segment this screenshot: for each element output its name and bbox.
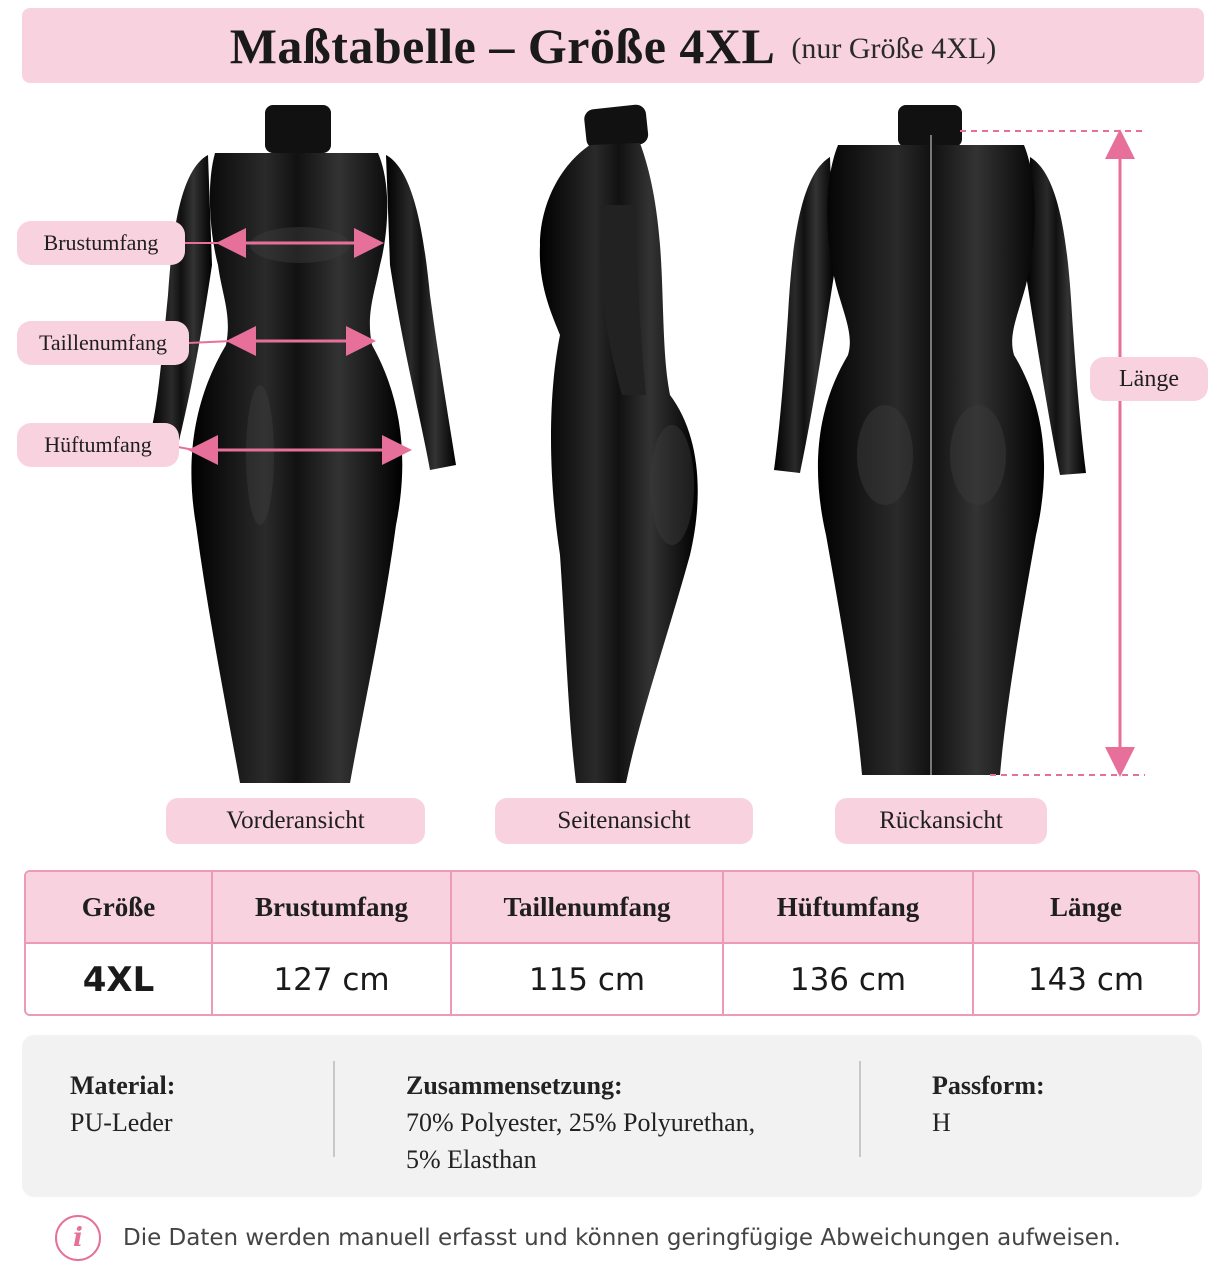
header-hip: Hüftumfang bbox=[723, 872, 973, 943]
fit-value: H bbox=[932, 1108, 951, 1137]
side-view-label: Seitenansicht bbox=[495, 798, 753, 844]
fit-heading: Passform: bbox=[932, 1071, 1045, 1100]
disclaimer-text: Die Daten werden manuell erfasst und können geringfügige Abweichungen aufweisen. bbox=[123, 1225, 1121, 1251]
cell-bust: 127 cm bbox=[212, 943, 451, 1016]
fit-section bbox=[932, 1067, 1045, 1141]
product-info-box bbox=[22, 1035, 1202, 1197]
table-row bbox=[26, 943, 1198, 1016]
header-waist: Taillenumfang bbox=[451, 872, 723, 943]
cell-size: 4XL bbox=[26, 943, 212, 1016]
cell-hip: 136 cm bbox=[723, 943, 973, 1016]
composition-section bbox=[406, 1067, 755, 1178]
back-view-dress bbox=[774, 105, 1145, 775]
page-title: Maßtabelle – Größe 4XL bbox=[229, 17, 776, 74]
table-header-row bbox=[26, 872, 1198, 943]
disclaimer-note bbox=[55, 1215, 1121, 1261]
size-table bbox=[24, 870, 1200, 1016]
composition-line-2: 5% Elasthan bbox=[406, 1145, 537, 1174]
length-label: Länge bbox=[1090, 357, 1208, 401]
side-view-dress bbox=[540, 104, 698, 783]
divider bbox=[859, 1061, 861, 1157]
dress-illustration bbox=[0, 95, 1225, 795]
front-view-label: Vorderansicht bbox=[166, 798, 425, 844]
header-size: Größe bbox=[26, 872, 212, 943]
page-subtitle: (nur Größe 4XL) bbox=[791, 31, 997, 65]
composition-heading: Zusammensetzung: bbox=[406, 1071, 623, 1100]
composition-line-1: 70% Polyester, 25% Polyurethan, bbox=[406, 1108, 756, 1137]
dress-figure bbox=[0, 95, 1225, 795]
header-length: Länge bbox=[973, 872, 1198, 943]
front-view-dress bbox=[150, 105, 456, 783]
material-section bbox=[70, 1067, 175, 1141]
page-header bbox=[22, 8, 1204, 83]
material-heading: Material: bbox=[70, 1071, 176, 1100]
header-bust: Brustumfang bbox=[212, 872, 451, 943]
hip-label: Hüftumfang bbox=[17, 423, 179, 467]
info-icon: i bbox=[55, 1215, 101, 1261]
waist-label: Taillenumfang bbox=[17, 321, 189, 365]
cell-waist: 115 cm bbox=[451, 943, 723, 1016]
material-value: PU-Leder bbox=[70, 1108, 173, 1137]
cell-length: 143 cm bbox=[973, 943, 1198, 1016]
bust-label: Brustumfang bbox=[17, 221, 185, 265]
back-view-label: Rückansicht bbox=[835, 798, 1047, 844]
divider bbox=[333, 1061, 335, 1157]
